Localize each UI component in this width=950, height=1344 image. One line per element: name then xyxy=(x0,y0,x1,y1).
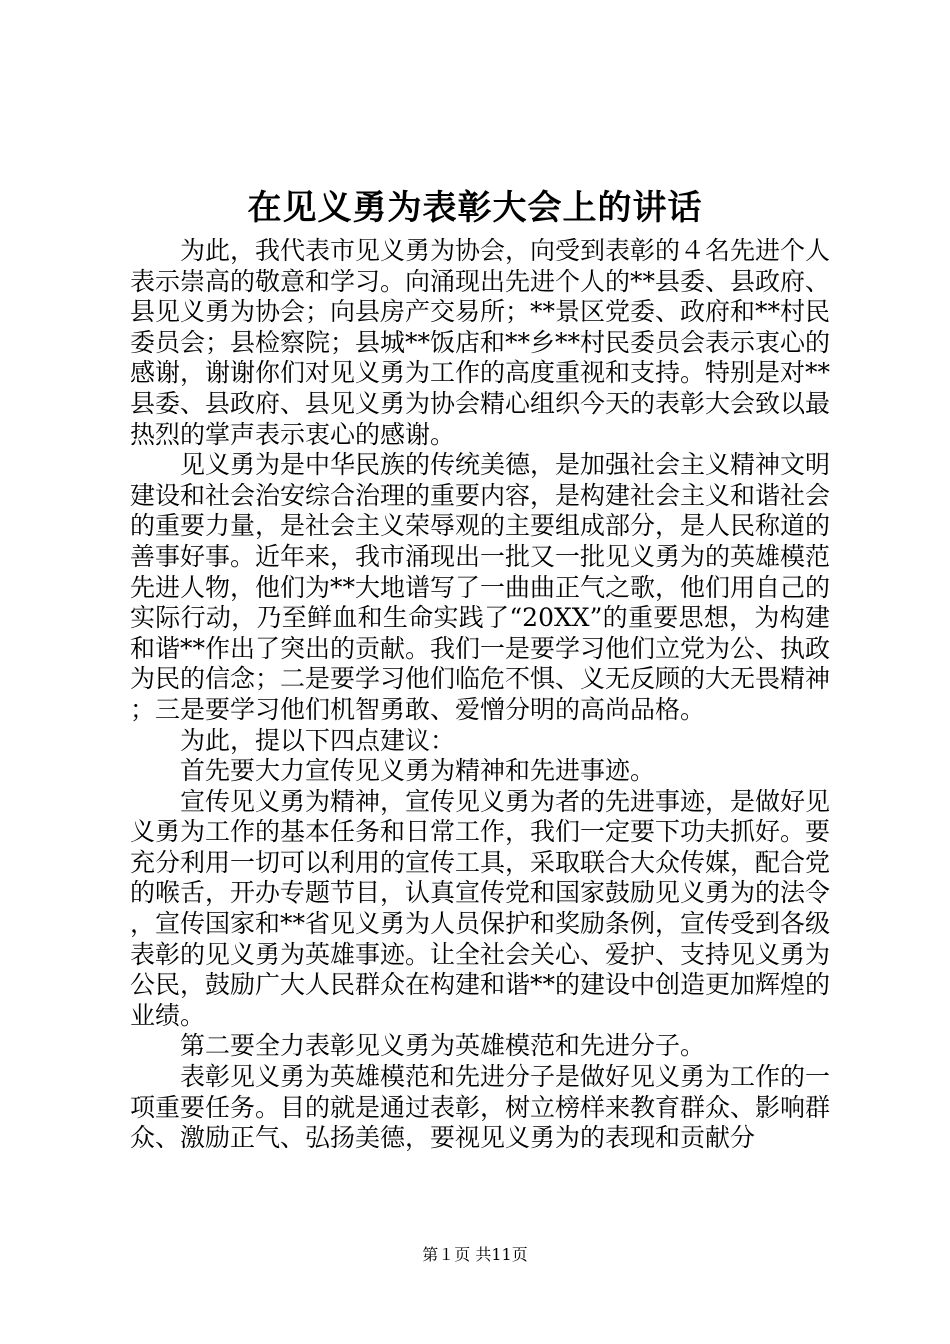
document-title: 在见义勇为表彰大会上的讲话 xyxy=(247,188,703,228)
paragraph-4: 首先要大力宣传见义勇为精神和先进事迹。 xyxy=(180,756,656,786)
paragraph-1: 为此，我代表市见义勇为协会，向受到表彰的４名先进个人表示崇高的敬意和学习。向涌现出先进个人的**县委、县政府、县见义勇为协会；向县房产交易所；**景区党委、政府和**村民委员会；县检察院；县城**饭店和**乡**村民委员会表示衷心的感谢，谢谢你们对见义勇为工作的高度重视和支持。特别是对**县委、县政府、县见义勇为协会精心组织今天的表彰大会致以最热烈的掌声表示衷心的感谢。 xyxy=(130,236,831,449)
paragraph-5: 宣传见义勇为精神，宣传见义勇为者的先进事迹，是做好见义勇为工作的基本任务和日常工作，我们一定要下功夫抓好。要充分利用一切可以利用的宣传工具，采取联合大众传媒，配合党的喉舌，开办专题节目，认真宣传党和国家鼓励见义勇为的法令，宣传国家和**省见义勇为人员保护和奖励条例，宣传受到各级表彰的见义勇为英雄事迹。让全社会关心、爱护、支持见义勇为公民，鼓励广大人民群众在构建和谐**的建设中创造更加辉煌的业绩。 xyxy=(130,786,831,1030)
paragraph-2: 见义勇为是中华民族的传统美德，是加强社会主义精神文明建设和社会治安综合治理的重要内容，是构建社会主义和谐社会的重要力量，是社会主义荣辱观的主要组成部分，是人民称道的善事好事。近年来，我市涌现出一批又一批见义勇为的英雄模范先进人物，他们为**大地谱写了一曲曲正气之歌，他们用自己的实际行动，乃至鲜血和生命实践了“20XX”的重要思想，为构建和谐**作出了突出的贡献。我们一是要学习他们立党为公、执政为民的信念；二是要学习他们临危不惧、义无反顾的大无畏精神；三是要学习他们机智勇敢、爱憎分明的高尚品格。 xyxy=(130,450,831,724)
paragraph-6: 第二要全力表彰见义勇为英雄模范和先进分子。 xyxy=(180,1031,706,1061)
page-footer: 第１页 共11页 xyxy=(422,1245,528,1264)
document-body xyxy=(130,236,830,1154)
paragraph-7: 表彰见义勇为英雄模范和先进分子是做好见义勇为工作的一项重要任务。目的就是通过表彰，树立榜样来教育群众、影响群众、激励正气、弘扬美德，要视见义勇为的表现和贡献分 xyxy=(130,1062,831,1153)
paragraph-3: 为此，提以下四点建议： xyxy=(180,725,456,755)
